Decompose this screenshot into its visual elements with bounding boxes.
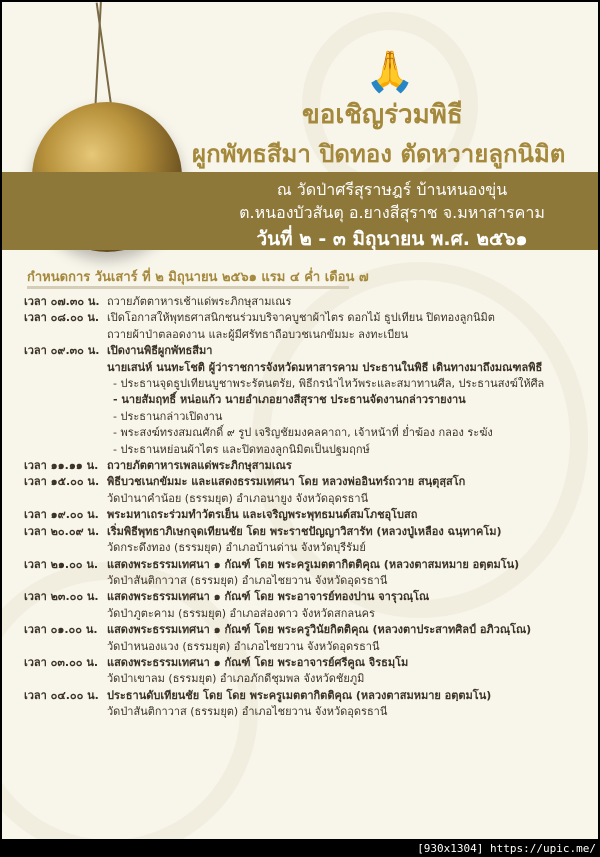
schedule-description: แสดงพระธรรมเทศนา ๑ กัณฑ์ โดย พระอาจารย์ทองปาน จารุวณฺโณ xyxy=(107,590,430,604)
schedule-time: เวลา ๑๑.๑๑ น. xyxy=(24,459,99,473)
schedule-description: แสดงพระธรรมเทศนา ๑ กัณฑ์ โดย พระครูเมตตากิตติคุณ (หลวงตาสมหมาย อตฺตมโน) xyxy=(107,557,520,571)
schedule-time xyxy=(24,639,107,655)
schedule-row xyxy=(24,458,584,474)
schedule-description: วัดป่าภูตะคาม (ธรรมยุต) อำเภอส่องดาว จังหวัดสกลนคร xyxy=(107,606,375,620)
schedule-time: เวลา ๒๑.๐๐ น. xyxy=(24,557,99,571)
title-line-1: ขอเชิญร่วมพิธี xyxy=(302,100,463,130)
schedule-time xyxy=(24,671,107,687)
schedule-time: เวลา ๐๘.๐๐ น. xyxy=(24,311,100,325)
schedule-row xyxy=(24,557,584,573)
schedule-description: วัดป่าสันติกาวาส (ธรรมยุต) อำเภอไชยวาน จังหวัดอุดรธานี xyxy=(107,705,388,719)
schedule-row xyxy=(24,507,584,523)
schedule-description: ถวายภัตตาหารเพลแด่พระภิกษุสามเณร xyxy=(107,459,292,473)
schedule-time xyxy=(24,704,107,720)
schedule-row xyxy=(24,343,584,359)
schedule-description: พิธีบวชเนกขัมมะ และแสดงธรรมเทศนา โดย หลวงพ่ออินทร์ถวาย สนฺตุสฺสโก xyxy=(107,475,466,489)
schedule-divider xyxy=(27,286,349,289)
schedule-row xyxy=(24,442,584,458)
schedule-row xyxy=(24,376,584,392)
schedule-description: แสดงพระธรรมเทศนา ๑ กัณฑ์ โดย พระอาจารย์ศรีคูณ จิรธมฺโม xyxy=(107,655,409,669)
venue-line-2: ต.หนองบัวสันตุ อ.ยางสีสุราช จ.มหาสารคาม xyxy=(239,203,545,222)
schedule-row xyxy=(24,589,584,605)
schedule-description: - นายสัมฤทธิ์ หน่อแก้ว นายอำเภอยางสีสุราช ประธานจัดงานกล่าวรายงาน xyxy=(113,393,466,407)
schedule-row xyxy=(24,639,584,655)
schedule-row xyxy=(24,327,584,343)
schedule-time xyxy=(24,442,107,458)
schedule-description: วัดป่าสันติกาวาส (ธรรมยุต) อำเภอไชยวาน จังหวัดอุดรธานี xyxy=(107,573,388,587)
schedule-time xyxy=(24,491,107,507)
schedule-time xyxy=(24,392,107,408)
schedule-list xyxy=(24,294,584,721)
schedule-description: - พระสงฆ์ทรงสมณศักดิ์ ๙ รูป เจริญชัยมงคลคาถา, เจ้าหน้าที่ ย่ำฆ้อง กลอง ระฆัง xyxy=(113,426,493,440)
schedule-time xyxy=(24,606,107,622)
schedule-description: - ประธานกล่าวเปิดงาน xyxy=(113,409,223,423)
schedule-row xyxy=(24,671,584,687)
schedule-row xyxy=(24,688,584,704)
schedule-row xyxy=(24,540,584,556)
schedule-description: นายเสน่ห์ นนทะโชติ ผู้ว่าราชการจังหวัดมหาสารคาม ประธานในพิธี เดินทางมาถึงมณฑลพิธี xyxy=(107,360,543,374)
schedule-time: เวลา ๐๓.๐๐ น. xyxy=(24,655,99,669)
schedule-time: เวลา ๐๑.๐๐ น. xyxy=(24,623,98,637)
schedule-heading: กำหนดการ วันเสาร์ ที่ ๒ มิถุนายน ๒๕๖๑ แรม ๔ ค่ำ เดือน ๗ xyxy=(27,270,369,285)
schedule-description: แสดงพระธรรมเทศนา ๑ กัณฑ์ โดย พระครูวินัยกิตติคุณ (หลวงตาประสาทศิลป์ อภิวณฺโณ) xyxy=(107,623,532,637)
schedule-row xyxy=(24,704,584,720)
schedule-description: วัดป่านาคำน้อย (ธรรมยุต) อำเภอนายูง จังหวัดอุดรธานี xyxy=(107,491,369,505)
schedule-time xyxy=(24,376,107,392)
schedule-description: เปิดงานพิธีผูกพัทธสีมา xyxy=(107,344,213,358)
schedule-time: เวลา ๐๗.๓๐ น. xyxy=(24,295,100,308)
schedule-time: เวลา ๑๕.๐๐ น. xyxy=(24,475,100,489)
schedule-description: วัดกระดึงทอง (ธรรมยุต) อำเภอบ้านด่าน จังหวัดบุรีรัมย์ xyxy=(107,541,366,555)
schedule-description: พระมหาเถระร่วมทำวัตรเย็น และเจริญพระพุทธมนต์สมโภชอุโบสถ xyxy=(107,508,418,522)
schedule-row xyxy=(24,392,584,408)
schedule-time: เวลา ๒๓.๐๐ น. xyxy=(24,590,99,604)
schedule-row xyxy=(24,524,584,540)
invitation-poster xyxy=(2,2,598,839)
schedule-row xyxy=(24,425,584,441)
event-date: วันที่ ๒ - ๓ มิถุนายน พ.ศ. ๒๕๖๑ xyxy=(256,228,528,250)
schedule-row xyxy=(24,294,584,310)
schedule-row xyxy=(24,573,584,589)
title-line-2: ผูกพัทธสีมา ปิดทอง ตัดหวายลูกนิมิต xyxy=(192,140,566,168)
schedule-row xyxy=(24,310,584,326)
schedule-description: - ประธานจุดธูปเทียนบูชาพระรัตนตรัย, พิธีกรนำไหว้พระและสมาทานศีล, ประธานสงฆ์ให้ศีล xyxy=(113,377,545,391)
schedule-time: เวลา ๒๐.๐๙ น. xyxy=(24,524,100,538)
image-host-watermark: [930x1304] https://upic.me/ xyxy=(417,842,596,855)
praying-hands-icon: 🙏 xyxy=(365,49,415,95)
schedule-time xyxy=(24,409,107,425)
schedule-description: ถวายผ้าป่าตลอดงาน และผู้มีศรัทธาถือบวชเนกขัมมะ ลงทะเบียน xyxy=(107,327,409,341)
schedule-row xyxy=(24,491,584,507)
schedule-time xyxy=(24,573,107,589)
venue-line-1: ณ วัดป่าศรีสุราษฎร์ บ้านหนองขุ่น xyxy=(276,180,508,199)
schedule-time xyxy=(24,425,107,441)
schedule-time xyxy=(24,327,107,343)
schedule-time xyxy=(24,540,107,556)
schedule-description: - ประธานหย่อนผ้าไตร และปิดทองลูกนิมิตเป็นปฐมฤกษ์ xyxy=(113,442,370,456)
schedule-row xyxy=(24,655,584,671)
schedule-row xyxy=(24,409,584,425)
schedule-time xyxy=(24,360,107,376)
schedule-row xyxy=(24,474,584,490)
schedule-time: เวลา ๐๔.๐๐ น. xyxy=(24,688,99,702)
schedule-row xyxy=(24,606,584,622)
schedule-description: วัดป่าหนองแวง (ธรรมยุต) อำเภอไชยวาน จังหวัดอุดรธานี xyxy=(107,639,380,653)
schedule-description: เริ่มพิธีพุทธาภิเษกจุดเทียนชัย โดย พระราชปัญญาวิสารัท (หลวงปู่เหลือง ฉนฺทาคโม) xyxy=(107,524,502,538)
schedule-row xyxy=(24,360,584,376)
schedule-description: ถวายภัตตาหารเช้าแด่พระภิกษุสามเณร xyxy=(107,295,292,308)
schedule-description: ประธานดับเทียนชัย โดย โดย พระครูเมตตากิตติคุณ (หลวงตาสมหมาย อตฺตมโน) xyxy=(107,688,492,702)
schedule-description: วัดป่าเขาลม (ธรรมยุต) อำเภอภักดีชุมพล จังหวัดชัยภูมิ xyxy=(107,672,365,686)
schedule-description: เปิดโอกาสให้พุทธศาสนิกชนร่วมบริจาคบูชาผ้าไตร ดอกไม้ ธูปเทียน ปิดทองลูกนิมิต xyxy=(107,311,495,325)
schedule-row xyxy=(24,622,584,638)
schedule-time: เวลา ๑๙.๐๐ น. xyxy=(24,508,99,522)
schedule-time: เวลา ๐๙.๓๐ น. xyxy=(24,344,100,358)
